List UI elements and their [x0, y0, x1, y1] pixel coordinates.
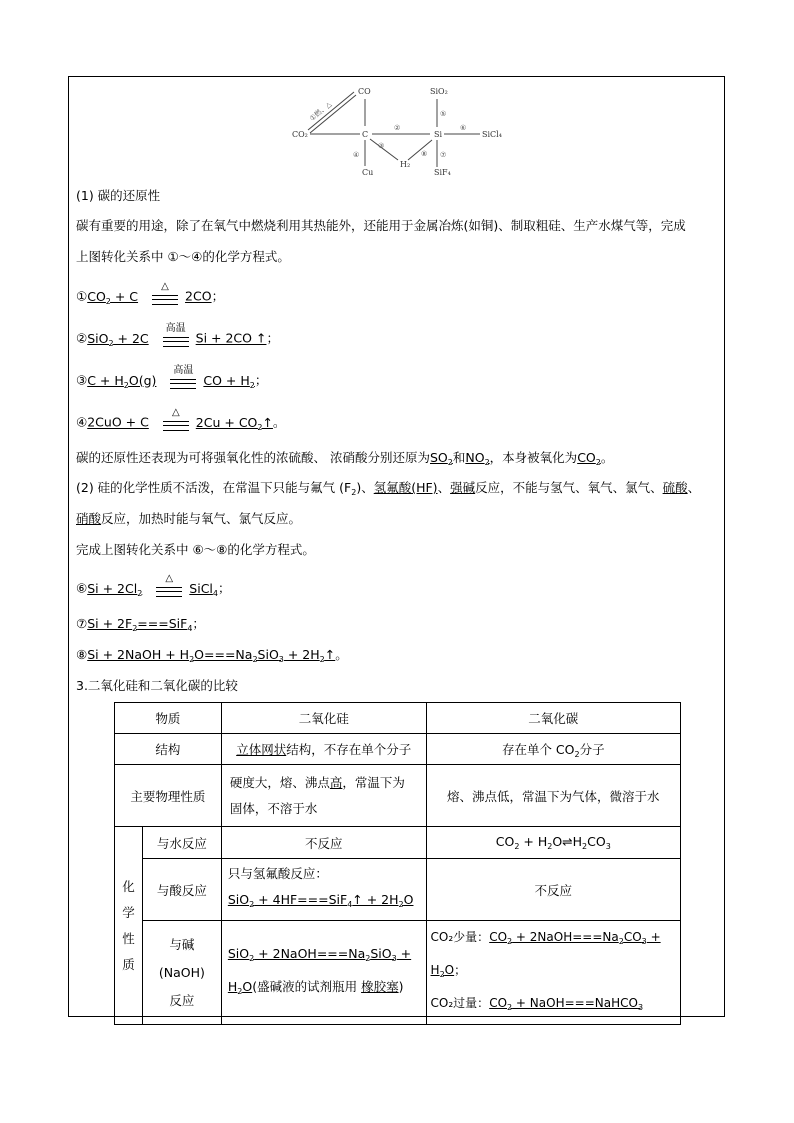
label-5: ⑤ — [440, 110, 447, 118]
table-row — [115, 765, 681, 827]
label-6: ⑥ — [460, 124, 467, 132]
node-h2: H₂ — [400, 160, 411, 169]
sio2-physical: 硬度大，熔、沸点高，常温下为 固体，不溶于水 — [221, 765, 426, 827]
equation-3: ③C + $H_2O(g)$ 高温 CO + $H_2$； — [76, 365, 268, 390]
transformation-diagram — [280, 82, 520, 182]
node-sicl4: SiCl₄ — [482, 130, 502, 139]
node-co: CO — [358, 87, 371, 96]
equation-1: $①CO_2 + C$ △ 2CO； — [76, 281, 225, 306]
section1-title: (1) 碳的还原性 — [76, 188, 161, 203]
header-co2: 二氧化碳 — [426, 703, 680, 734]
comparison-table — [114, 702, 681, 1025]
section1-intro-2: 上图转化关系中 ①～④的化学方程式。 — [76, 249, 290, 264]
co2-water: $CO_2$ + $H_2O\rightleftharpoons H_2CO_3$ — [426, 827, 680, 859]
equation-4: ④2CuO + C △ $2Cu + CO_2↑$。 — [76, 407, 286, 432]
chemical-property-label: 化 学 性 质 — [115, 827, 143, 1025]
node-sio2: SiO₂ — [430, 87, 448, 96]
equation-6: ⑥Si + $2Cl_2$ △ SiCl$_4$； — [76, 573, 231, 598]
diagram-svg — [280, 82, 520, 182]
sio2-water: 不反应 — [221, 827, 426, 859]
node-si: Si — [434, 130, 443, 139]
label-4: ④ — [353, 151, 360, 159]
sio2-base: $SiO_2 + 2NaOH===Na_2SiO_3$ + $H_2O$(盛碱液的试剂瓶用 橡胶塞) — [221, 921, 426, 1025]
label-3: ③ — [378, 142, 385, 150]
sio2-acid: 只与氢氟酸反应： SiO$_2$ + 4HF===SiF$_4$↑ + $2H_2O$ — [221, 859, 426, 921]
section2-complete: 完成上图转化关系中 ⑥～⑧的化学方程式。 — [76, 542, 315, 557]
equation-7: ⑦Si + $2F_2===SiF_4$； — [76, 616, 205, 633]
header-sio2: 二氧化硅 — [221, 703, 426, 734]
co2-base: CO₂少量：$CO_2$ + $2NaOH===Na_2CO_3 + H_2O$； CO₂过量：$CO_2$ + NaOH===NaHCO$_3$ — [426, 921, 680, 1025]
row-structure-label: 结构 — [115, 734, 222, 765]
co2-acid: 不反应 — [426, 859, 680, 921]
node-co2: CO₂ — [292, 130, 308, 139]
row-acid-label: 与酸反应 — [142, 859, 221, 921]
row-water-label: 与水反应 — [142, 827, 221, 859]
label-arrow-1: ①燃、△ — [308, 100, 334, 123]
table-row — [115, 703, 681, 734]
label-7: ⑦ — [440, 151, 447, 159]
node-c: C — [362, 130, 369, 139]
header-substance: 物质 — [115, 703, 222, 734]
row-physical-label: 主要物理性质 — [115, 765, 222, 827]
table-row — [115, 859, 681, 921]
table-row — [115, 734, 681, 765]
node-cu: Cu — [362, 168, 374, 177]
section1-intro-1: 碳有重要的用途，除了在氧气中燃烧利用其热能外，还能用于金属冶炼(如铜)、制取粗硅、生产水煤气等，完成 — [76, 218, 686, 233]
table-row — [115, 827, 681, 859]
section2-line-2: 硝酸反应，加热时能与氧气、氯气反应。 — [76, 511, 302, 526]
co2-physical: 熔、沸点低，常温下为气体，微溶于水 — [426, 765, 680, 827]
row-base-label: 与碱 (NaOH) 反应 — [142, 921, 221, 1025]
section2-line-1: (2) 硅的化学性质不活泼，在常温下只能与氟气 $(F_2)$、氢氟酸(HF)、强碱反应，不能与氢气、氧气、氯气、硫酸、 — [76, 480, 701, 497]
label-8: ⑧ — [421, 150, 428, 158]
equation-2: ②SiO$_2$ + 2C 高温 Si + 2CO ↑； — [76, 323, 279, 348]
reducing-property-text: 碳的还原性还表现为可将强氧化性的浓硫酸、 浓硝酸分别还原为$SO_2$和$NO_2$，本身被氧化为$CO_2$。 — [76, 450, 614, 467]
table-row — [115, 921, 681, 1025]
sio2-structure: 立体网状结构，不存在单个分子 — [221, 734, 426, 765]
node-sif4: SiF₄ — [434, 168, 451, 177]
label-2: ② — [394, 124, 401, 132]
section3-title: 3.二氧化硅和二氧化碳的比较 — [76, 678, 238, 693]
co2-structure: 存在单个 $CO_2$分子 — [426, 734, 680, 765]
equation-8: ⑧Si + 2NaOH + $H_2O===Na_2SiO_3$ + $2H_2↑$。 — [76, 647, 348, 664]
